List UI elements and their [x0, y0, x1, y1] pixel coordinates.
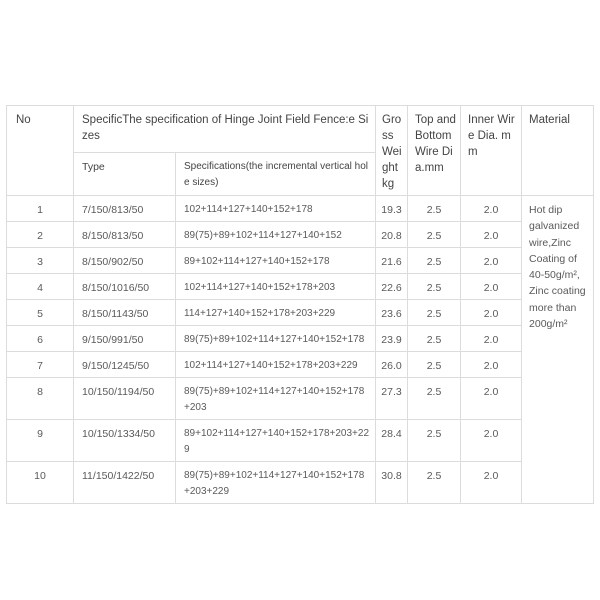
- row-gross-weight: 23.6: [376, 300, 408, 326]
- table-row: [7, 462, 594, 504]
- row-specifications: 102+114+127+140+152+178: [176, 196, 376, 222]
- row-top-bottom-wire: 2.5: [408, 274, 461, 300]
- row-inner-wire: 2.0: [461, 248, 522, 274]
- table-row: [7, 352, 594, 378]
- row-inner-wire: 2.0: [461, 378, 522, 420]
- row-top-bottom-wire: 2.5: [408, 352, 461, 378]
- row-gross-weight: 22.6: [376, 274, 408, 300]
- row-type: 10/150/1194/50: [74, 378, 176, 420]
- row-type: 8/150/902/50: [74, 248, 176, 274]
- specification-table: [6, 105, 594, 504]
- row-top-bottom-wire: 2.5: [408, 326, 461, 352]
- row-top-bottom-wire: 2.5: [408, 300, 461, 326]
- row-no: 7: [7, 352, 74, 378]
- row-specifications: 89(75)+89+102+114+127+140+152+178+203+229: [176, 462, 376, 504]
- row-no: 6: [7, 326, 74, 352]
- row-specifications: 102+114+127+140+152+178+203: [176, 274, 376, 300]
- row-type: 8/150/1143/50: [74, 300, 176, 326]
- header-type: Type: [74, 153, 176, 196]
- table-row: [7, 196, 594, 222]
- header-no: No: [7, 106, 74, 196]
- row-no: 10: [7, 462, 74, 504]
- row-type: 7/150/813/50: [74, 196, 176, 222]
- row-no: 9: [7, 420, 74, 462]
- table-row: [7, 274, 594, 300]
- header-specification-group: SpecificThe specification of Hinge Joint Field Fence:e Sizes: [74, 106, 376, 153]
- row-type: 9/150/991/50: [74, 326, 176, 352]
- table-row: [7, 222, 594, 248]
- row-top-bottom-wire: 2.5: [408, 462, 461, 504]
- row-inner-wire: 2.0: [461, 352, 522, 378]
- row-specifications: 89+102+114+127+140+152+178+203+229: [176, 420, 376, 462]
- header-inner-wire: Inner Wire Dia. mm: [461, 106, 522, 196]
- row-specifications: 89(75)+89+102+114+127+140+152+178: [176, 326, 376, 352]
- table-row: [7, 248, 594, 274]
- row-gross-weight: 21.6: [376, 248, 408, 274]
- header-specifications: Specifications(the incremental vertical hole sizes): [176, 153, 376, 196]
- row-inner-wire: 2.0: [461, 222, 522, 248]
- row-gross-weight: 20.8: [376, 222, 408, 248]
- header-gross-weight: Gross Weight kg: [376, 106, 408, 196]
- table-row: [7, 326, 594, 352]
- material-cell: Hot dip galvanized wire,Zinc Coating of 40-50g/m², Zinc coating more than 200g/m²: [522, 196, 594, 504]
- row-inner-wire: 2.0: [461, 462, 522, 504]
- row-gross-weight: 30.8: [376, 462, 408, 504]
- table-row: [7, 420, 594, 462]
- row-top-bottom-wire: 2.5: [408, 222, 461, 248]
- row-type: 8/150/1016/50: [74, 274, 176, 300]
- row-no: 1: [7, 196, 74, 222]
- header-material: Material: [522, 106, 594, 196]
- row-type: 11/150/1422/50: [74, 462, 176, 504]
- row-no: 2: [7, 222, 74, 248]
- row-type: 10/150/1334/50: [74, 420, 176, 462]
- row-no: 3: [7, 248, 74, 274]
- row-specifications: 102+114+127+140+152+178+203+229: [176, 352, 376, 378]
- row-specifications: 89+102+114+127+140+152+178: [176, 248, 376, 274]
- table-row: [7, 378, 594, 420]
- row-specifications: 114+127+140+152+178+203+229: [176, 300, 376, 326]
- row-top-bottom-wire: 2.5: [408, 248, 461, 274]
- row-inner-wire: 2.0: [461, 326, 522, 352]
- row-no: 8: [7, 378, 74, 420]
- row-no: 5: [7, 300, 74, 326]
- row-no: 4: [7, 274, 74, 300]
- row-top-bottom-wire: 2.5: [408, 196, 461, 222]
- row-specifications: 89(75)+89+102+114+127+140+152: [176, 222, 376, 248]
- row-inner-wire: 2.0: [461, 300, 522, 326]
- row-gross-weight: 23.9: [376, 326, 408, 352]
- row-specifications: 89(75)+89+102+114+127+140+152+178+203: [176, 378, 376, 420]
- row-inner-wire: 2.0: [461, 420, 522, 462]
- table-row: [7, 300, 594, 326]
- row-type: 9/150/1245/50: [74, 352, 176, 378]
- row-inner-wire: 2.0: [461, 274, 522, 300]
- row-gross-weight: 27.3: [376, 378, 408, 420]
- row-top-bottom-wire: 2.5: [408, 420, 461, 462]
- header-top-bottom-wire: Top and Bottom Wire Dia.mm: [408, 106, 461, 196]
- row-type: 8/150/813/50: [74, 222, 176, 248]
- row-gross-weight: 28.4: [376, 420, 408, 462]
- row-gross-weight: 26.0: [376, 352, 408, 378]
- row-gross-weight: 19.3: [376, 196, 408, 222]
- row-inner-wire: 2.0: [461, 196, 522, 222]
- row-top-bottom-wire: 2.5: [408, 378, 461, 420]
